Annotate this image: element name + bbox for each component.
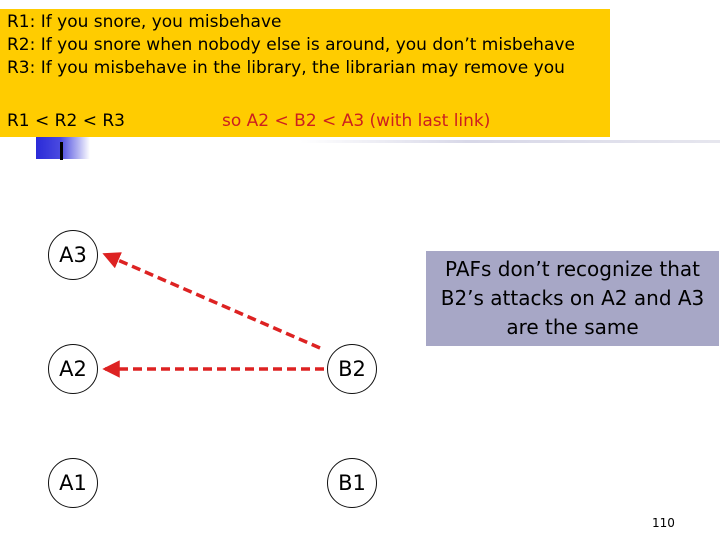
note-box <box>426 251 719 346</box>
rule-r3: R3: If you misbehave in the library, the librarian may remove you <box>7 58 565 78</box>
note-text: PAFs don’t recognize that B2’s attacks on A2 and A3 are the same <box>440 257 705 339</box>
rule-r1: R1: If you snore, you misbehave <box>7 12 282 32</box>
rule-order: R1 < R2 < R3 <box>7 111 125 131</box>
attack-arrow-b2-a3 <box>104 254 320 348</box>
argument-node-b2: B2 <box>327 344 377 394</box>
argument-node-a2: A2 <box>48 344 98 394</box>
argument-node-b1: B1 <box>327 458 377 508</box>
rule-r2: R2: If you snore when nobody else is around, you don’t misbehave <box>7 35 575 55</box>
argument-order: so A2 < B2 < A3 (with last link) <box>222 111 491 131</box>
page-number: 110 <box>652 516 675 530</box>
argument-node-a1: A1 <box>48 458 98 508</box>
argument-node-a3: A3 <box>48 230 98 280</box>
